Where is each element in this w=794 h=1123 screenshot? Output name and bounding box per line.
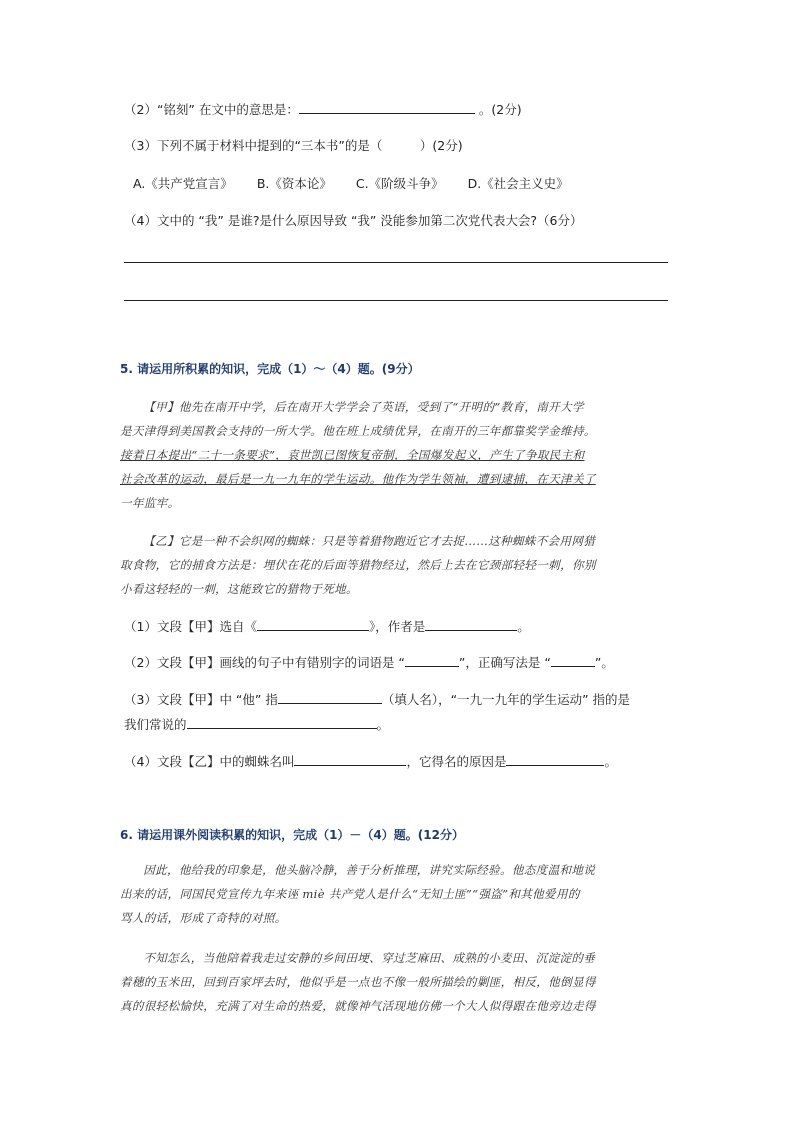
answer-blank[interactable] xyxy=(405,653,459,667)
q5-sub1: （1）文段【甲】选自《 》，作者是 。 xyxy=(124,619,530,634)
q5-title: 5. 请运用所积累的知识，完成（1）～（4）题。(9分） xyxy=(120,362,420,376)
option-a[interactable]: A.《共产党宣言》 xyxy=(133,176,233,191)
q5-sub4: （4）文段【乙】中的蜘蛛名叫 ，它得名的原因是 。 xyxy=(124,754,617,769)
answer-blank[interactable] xyxy=(299,100,475,114)
option-d[interactable]: D.《社会主义史》 xyxy=(467,176,569,191)
q5-passage-jia: 【甲】他先在南开中学，后在南开大学学会了英语，受到了“开明的”教育，南开大学 是天津得到美国教会支持的一所大学。他在班上成绩优异，在南开的三年都靠奖学金维持。 接着日本提出“二十一条要求”，袁世凯已图恢复帝制，全国爆发起义，产生了争取民主和 社会改革的运动，最后是一九一九年的学生运动。他作为学生领袖，遭到逮捕，在天津关了 一年监牢。 xyxy=(120,395,677,515)
q5-sub2: （2）文段【甲】画线的句子中有错别字的词语是 “ ”，正确写法是 “ ”。 xyxy=(124,655,614,670)
answer-line-2[interactable] xyxy=(124,300,668,301)
q4-options xyxy=(133,175,593,193)
q6-title: 6. 请运用课外阅读积累的知识，完成（1）－（4）题。(12分） xyxy=(120,828,464,842)
answer-blank[interactable] xyxy=(551,653,595,667)
q4-part3: （3）下列不属于材料中提到的“三本书”的是（ ）(2分) xyxy=(124,138,463,153)
q6-passage-1: 因此，他给我的印象是，他头脑冷静，善于分析推理，讲究实际经验。他态度温和地说 出来的话，同国民党宣传九年来诬 miè 共产党人是什么“无知土匪”“强盗”和其他爱用的 骂人的话，形成了奇特的对照。 xyxy=(120,863,596,925)
q4-part2: （2）“铭刻” 在文中的意思是： 。(2分) xyxy=(124,102,522,117)
option-c[interactable]: C.《阶级斗争》 xyxy=(355,176,444,191)
q5-sub3-cont: 我们常说的 。 xyxy=(124,717,390,732)
answer-blank[interactable] xyxy=(425,617,517,631)
answer-blank[interactable] xyxy=(257,617,369,631)
underlined-sentence: 接着日本提出“二十一条要求”，袁世凯已图恢复帝制，全国爆发起义，产生了争取民主和 xyxy=(120,448,585,462)
answer-blank[interactable] xyxy=(294,752,406,766)
q5-sub3: （3）文段【甲】中 “他” 指 （填人名），“一九一九年的学生运动” 指的是 xyxy=(124,692,631,707)
answer-blank[interactable] xyxy=(506,752,604,766)
option-b[interactable]: B.《资本论》 xyxy=(256,176,332,191)
answer-line-1[interactable] xyxy=(124,262,668,263)
q5-passage-yi: 【乙】它是一种不会织网的蜘蛛：只是等着猎物跑近它才去捉……这种蜘蛛不会用网猎 取食物，它的捕食方法是：埋伏在花的后面等猎物经过，然后上去在它颈部轻轻一刺，你别 小看这轻轻的一刺，这能致它的猎物于死地。 xyxy=(120,534,596,596)
q6-passage-2: 不知怎么，当他陪着我走过安静的乡间田埂、穿过芝麻田、成熟的小麦田、沉淀淀的垂 着穗的玉米田，回到百家坪去时，他似乎是一点也不像一般所描绘的剿匪，相反，他倒显得 真的很轻松愉快，充满了对生命的热爱，就像神气活现地仿佛一个大人似得跟在他旁边走得 xyxy=(120,951,596,1013)
answer-blank[interactable] xyxy=(278,690,382,704)
q4-part4: （4）文中的 “我” 是谁?是什么原因导致 “我” 没能参加第二次党代表大会?（6分） xyxy=(124,213,583,228)
answer-blank[interactable] xyxy=(187,715,377,729)
